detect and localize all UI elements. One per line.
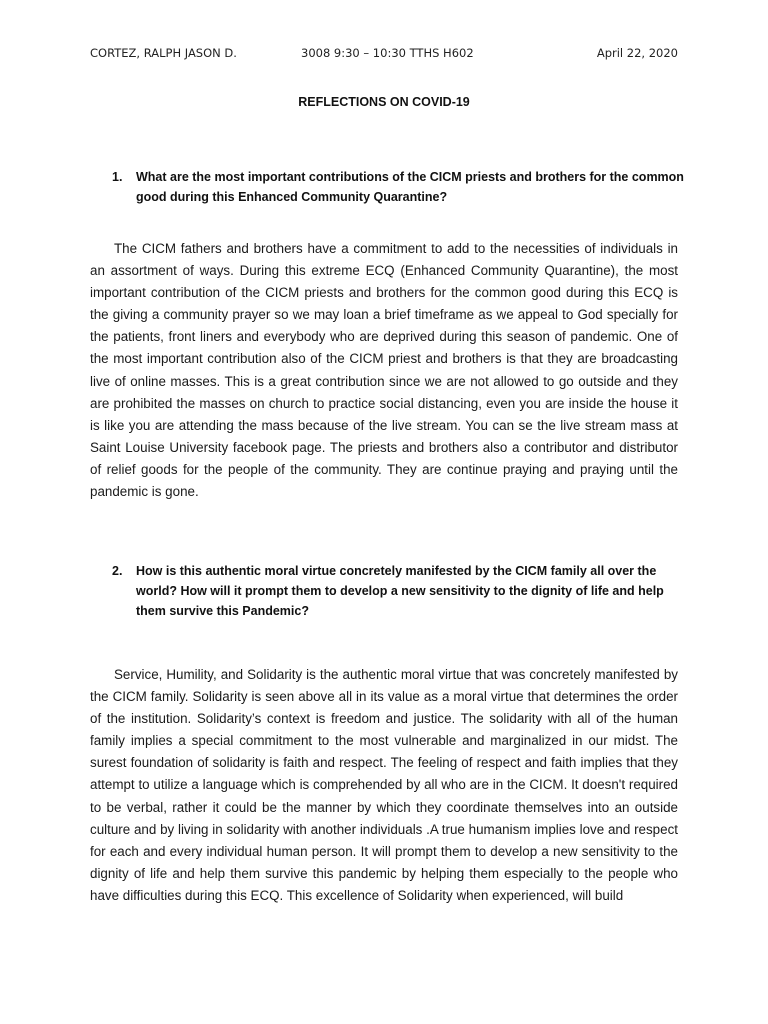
document-header	[90, 46, 678, 66]
answer-2: Service, Humility, and Solidarity is the authentic moral virtue that was concretely manifested by the CICM family. Solidarity is seen above all in its value as a moral virtue that determines the order of the institution. Solidarity’s context is freedom and justice. The solidarity with all of the human family implies a special commitment to the most vulnerable and marginalized in our midst. The surest foundation of solidarity is faith and respect. The feeling of respect and faith implies that they attempt to utilize a language which is comprehended by all who are in the CICM. It doesn't required to be verbal, rather it could be the manner by which they coordinate themselves into an outside culture and by living in solidarity with another individuals .A true humanism implies love and respect for each and every individual human person. It will prompt them to develop a new sensitivity to the dignity of life and help them survive this pandemic by helping them especially to the people who have difficulties during this ECQ. This excellence of Solidarity when experienced, will build	[90, 667, 678, 903]
question-2	[112, 561, 684, 621]
answer-1: The CICM fathers and brothers have a commitment to add to the necessities of individuals in an assortment of ways. During this extreme ECQ (Enhanced Community Quarantine), the most important contribution of the CICM priests and brothers for the common good during this ECQ is the giving a community prayer so we may loan a brief timeframe as we appeal to God specially for the patients, front liners and everybody who are deprived during this season of pandemic. One of the most important contribution also of the CICM priest and brothers is that they are broadcasting live of online masses. This is a great contribution since we are not allowed to go outside and they are prohibited the masses on church to practice social distancing, even you are inside the house it is like you are attending the mass because of the live stream. You can se the live stream mass at Saint Louise University facebook page. The priests and brothers also a contributor and distributor of relief goods for the people of the community. They are continue praying and praying until the pandemic is gone.	[90, 241, 678, 500]
question-number: 2.	[112, 564, 123, 578]
document-title: REFLECTIONS ON COVID-19	[298, 95, 470, 109]
student-name: CORTEZ, RALPH JASON D.	[90, 46, 237, 60]
question-1	[112, 167, 684, 207]
question-number: 1.	[112, 170, 123, 184]
question-text: What are the most important contributions of the CICM priests and brothers for the common good during this Enhanced Community Quarantine?	[136, 170, 684, 204]
document-date: April 22, 2020	[596, 46, 678, 60]
question-text: How is this authentic moral virtue concretely manifested by the CICM family all over the world? How will it prompt them to develop a new sensitivity to the dignity of life and help them survive this Pandemic?	[136, 564, 664, 618]
class-schedule: 3008 9:30 – 10:30 TTHS H602	[301, 46, 474, 60]
